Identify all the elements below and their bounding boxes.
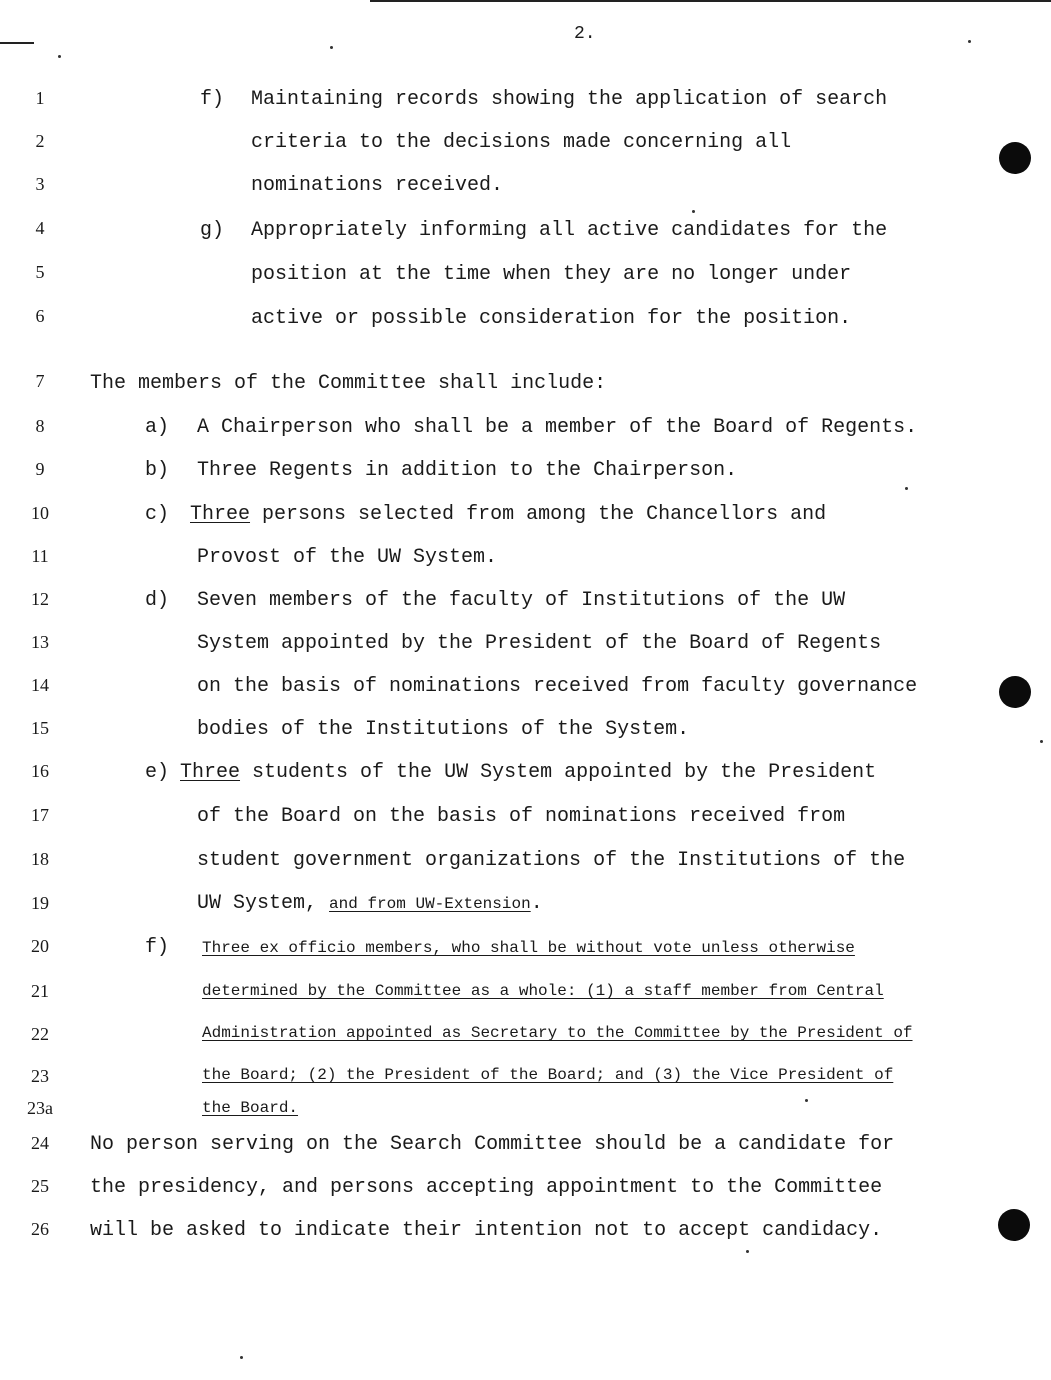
item-d-line: System appointed by the President of the Board of Regents [197, 632, 882, 655]
item-f-line: Maintaining records showing the application of search [251, 88, 888, 111]
line-number: 8 [35, 416, 45, 436]
line-number: 24 [31, 1133, 49, 1153]
line-number: 14 [31, 675, 49, 695]
line-number: 13 [31, 632, 49, 652]
line-number: 25 [31, 1176, 49, 1196]
item-f-line: nominations received. [251, 174, 504, 197]
scan-speck [692, 210, 695, 213]
item-f2-line: the Board; (2) the President of the Board; and (3) the Vice President of [202, 1066, 894, 1084]
item-f2-line: Three ex officio members, who shall be without vote unless otherwise [202, 939, 855, 957]
scan-speck [968, 40, 971, 43]
line-number: 10 [31, 503, 49, 523]
item-b-text: Three Regents in addition to the Chairperson. [197, 459, 738, 482]
line-number: 7 [35, 371, 45, 391]
closing-line: No person serving on the Search Committee should be a candidate for [90, 1133, 895, 1156]
item-f2-line: Administration appointed as Secretary to the Committee by the President of [202, 1024, 913, 1042]
item-f2-line: determined by the Committee as a whole: (1) a staff member from Central [202, 982, 884, 1000]
item-e-rest: students of the UW System appointed by the President [252, 761, 877, 784]
item-f-label: f) [200, 88, 225, 111]
item-c-label: c) [145, 503, 170, 526]
line-number: 3 [35, 174, 45, 194]
item-f-line: criteria to the decisions made concerning all [251, 131, 792, 154]
item-e-last-plain: UW System, [197, 892, 318, 915]
item-g-line: Appropriately informing all active candidates for the [251, 219, 888, 242]
item-b-label: b) [145, 459, 170, 482]
line-number: 26 [31, 1219, 49, 1239]
line-number: 6 [35, 306, 45, 326]
item-c-line2: Provost of the UW System. [197, 546, 498, 569]
scan-speck [58, 55, 61, 58]
item-e-last-line [197, 892, 543, 915]
item-e-line [180, 761, 876, 784]
punch-hole-icon [998, 1209, 1030, 1241]
line-number: 4 [35, 218, 45, 238]
line-number: 17 [31, 805, 49, 825]
item-g-line: position at the time when they are no longer under [251, 263, 852, 286]
line-number: 9 [35, 459, 45, 479]
line-number: 18 [31, 849, 49, 869]
item-c-rest: persons selected from among the Chancellors and [262, 503, 827, 526]
line-number: 2 [35, 131, 45, 151]
punch-hole-icon [999, 676, 1031, 708]
closing-line: the presidency, and persons accepting appointment to the Committee [90, 1176, 883, 1199]
line-number: 23 [31, 1066, 49, 1086]
line-number: 12 [31, 589, 49, 609]
scan-speck [805, 1099, 808, 1102]
item-d-line: Seven members of the faculty of Institutions of the UW [197, 589, 846, 612]
item-e-underlined-word: Three [180, 761, 241, 784]
page-number: 2. [574, 24, 596, 44]
line-number: 20 [31, 936, 49, 956]
scan-speck [330, 46, 333, 49]
item-a-text: A Chairperson who shall be a member of the Board of Regents. [197, 416, 918, 439]
closing-line: will be asked to indicate their intention not to accept candidacy. [90, 1219, 883, 1242]
scan-speck [240, 1356, 243, 1359]
line-number: 21 [31, 981, 49, 1001]
line-number: 22 [31, 1024, 49, 1044]
scan-speck [1040, 740, 1043, 743]
margin-dash [0, 42, 34, 44]
item-e-last-end: . [530, 892, 543, 915]
line-number: 23a [27, 1098, 53, 1118]
item-g-label: g) [200, 219, 225, 242]
scan-speck [905, 487, 908, 490]
members-intro: The members of the Committee shall include: [90, 372, 607, 395]
top-rule [370, 0, 1051, 2]
scan-speck [746, 1250, 749, 1253]
line-number: 19 [31, 893, 49, 913]
item-e-line: of the Board on the basis of nominations received from [197, 805, 846, 828]
item-d-line: bodies of the Institutions of the System. [197, 718, 690, 741]
line-number: 15 [31, 718, 49, 738]
line-number: 5 [35, 262, 45, 282]
line-number: 1 [35, 88, 45, 108]
item-d-label: d) [145, 589, 170, 612]
item-e-label: e) [145, 761, 170, 784]
item-a-label: a) [145, 416, 170, 439]
item-c-line [190, 503, 826, 526]
item-f2-label: f) [145, 936, 170, 959]
punch-hole-icon [999, 142, 1031, 174]
item-f2-line: the Board. [202, 1099, 299, 1117]
item-c-underlined-word: Three [190, 503, 251, 526]
item-e-line: student government organizations of the Institutions of the [197, 849, 906, 872]
item-d-line: on the basis of nominations received from faculty governance [197, 675, 918, 698]
line-number: 16 [31, 761, 49, 781]
line-number: 11 [31, 546, 49, 566]
item-g-line: active or possible consideration for the position. [251, 307, 852, 330]
item-e-added-text: and from UW-Extension [329, 895, 531, 913]
